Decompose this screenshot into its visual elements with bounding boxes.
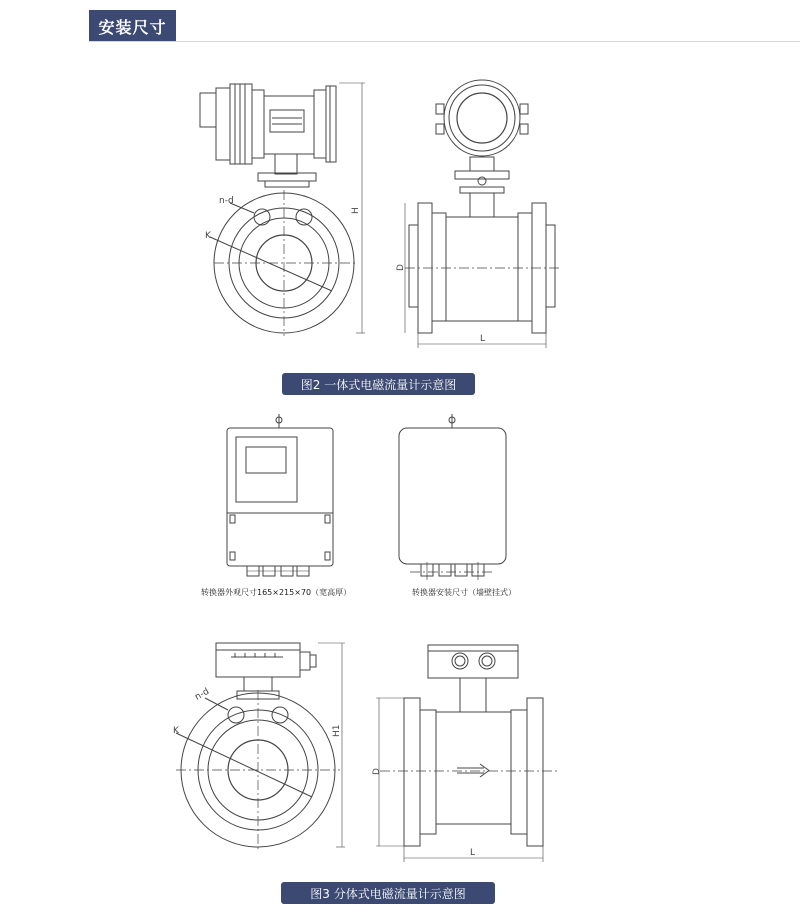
split-l-label: L: [470, 848, 476, 858]
converter-mounting-view: [399, 414, 506, 580]
split-d-label: D: [372, 768, 382, 775]
converter-exterior-view: [227, 414, 333, 576]
figure-2-caption: 图2 一体式电磁流量计示意图: [282, 373, 475, 395]
figure-3-caption: 图3 分体式电磁流量计示意图: [281, 882, 495, 904]
integral-side-view: [405, 80, 560, 348]
integral-l-label: L: [480, 334, 486, 344]
integral-k-label: K: [205, 231, 211, 241]
split-side-view: [376, 645, 560, 862]
split-nd-label: n-d: [193, 686, 212, 703]
converter-mounting-caption: 转换器安装尺寸（墙壁挂式）: [412, 588, 516, 597]
converter-exterior-caption: 转换器外观尺寸165×215×70（宽高厚）: [201, 588, 352, 597]
split-k-label: K: [173, 726, 179, 736]
split-front-view: [176, 643, 345, 850]
integral-nd-label: n-d: [219, 196, 234, 206]
section-title: 安装尺寸: [89, 10, 176, 42]
integral-h-label: H: [351, 207, 361, 214]
integral-d-label: D: [396, 264, 406, 271]
integral-front-view: [200, 83, 365, 336]
split-h1-label: H1: [332, 724, 342, 737]
